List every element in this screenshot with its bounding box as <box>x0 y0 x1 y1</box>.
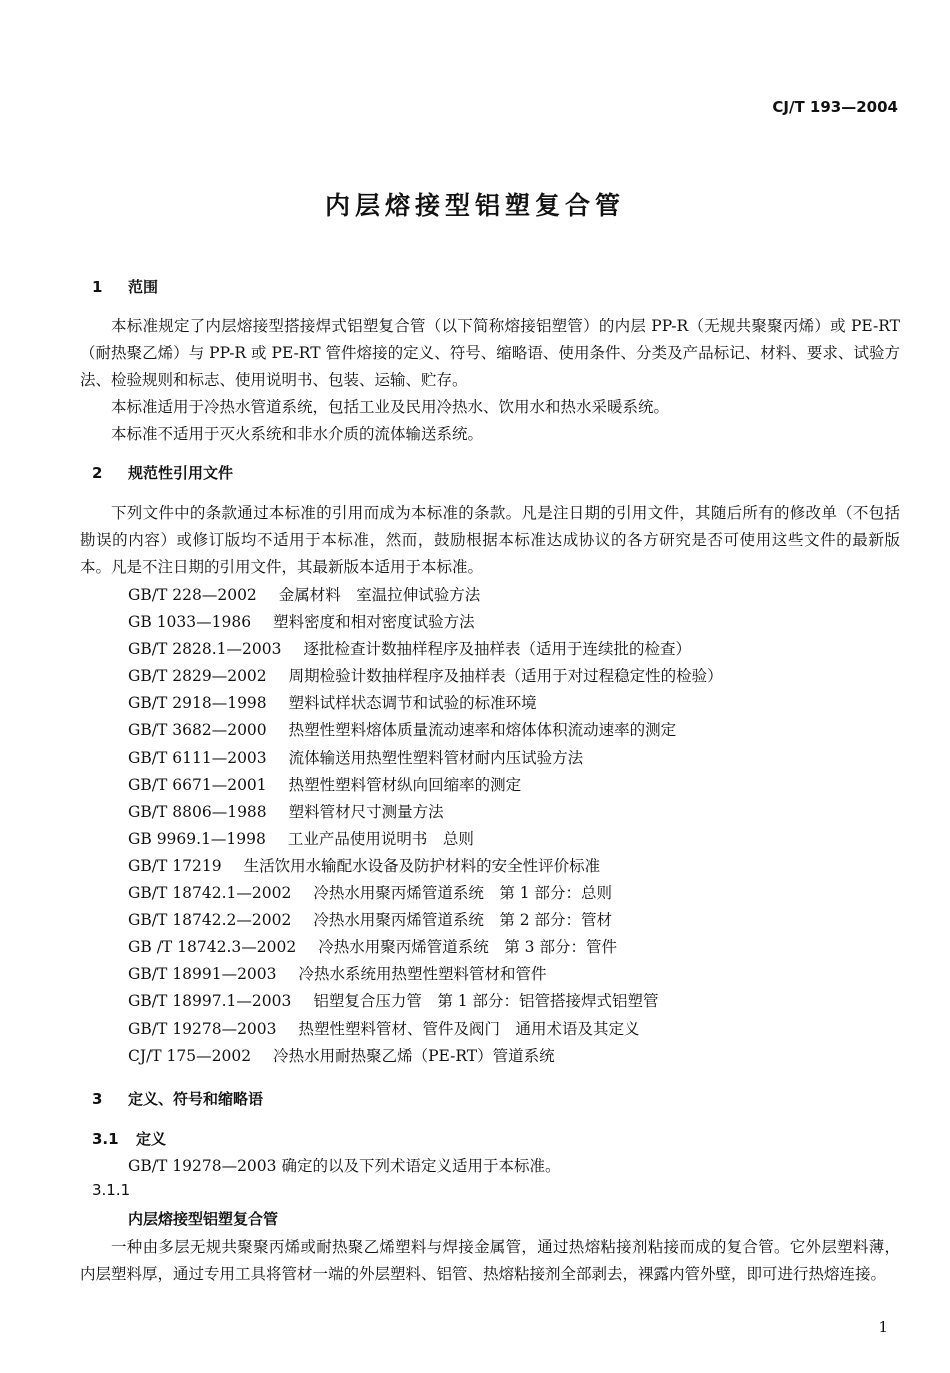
section-title: 规范性引用文件 <box>128 464 234 482</box>
section-number: 3 <box>92 1090 103 1108</box>
reference-item <box>128 853 723 880</box>
references-list <box>128 582 723 1070</box>
references-intro: 下列文件中的条款通过本标准的引用而成为本标准的条款。凡是注日期的引用文件，其随后所有的修改单（不包括勘误的内容）或修订版均不适用于本标准，然而，鼓励根据本标准达成协议的各方研究是否可使用这些文件的最新版本。凡是不注日期的引用文件，其最新版本适用于本标准。 <box>80 504 900 576</box>
reference-title: 塑料密度和相对密度试验方法 <box>273 613 475 632</box>
reference-code: GB/T 2828.1—2003 <box>128 640 282 659</box>
definitions-statement: GB/T 19278—2003 确定的以及下列术语定义适用于本标准。 <box>128 1157 561 1175</box>
reference-item <box>128 582 723 609</box>
reference-code: GB/T 19278—2003 <box>128 1019 277 1038</box>
reference-code: GB/T 8806—1988 <box>128 802 267 821</box>
reference-item <box>128 988 723 1015</box>
section-1-heading <box>92 276 158 297</box>
subsection-number: 3.1 <box>92 1130 119 1148</box>
reference-code: GB/T 2918—1998 <box>128 694 267 713</box>
reference-title: 塑料试样状态调节和试验的标准环境 <box>288 694 537 713</box>
reference-title: 流体输送用热塑性塑料管材耐内压试验方法 <box>288 748 584 767</box>
reference-code: CJ/T 175—2002 <box>128 1046 252 1065</box>
reference-item <box>128 663 723 690</box>
reference-item <box>128 880 723 907</box>
reference-item <box>128 826 723 853</box>
reference-code: GB/T 6671—2001 <box>128 775 267 794</box>
section-3-1-heading <box>92 1128 166 1149</box>
reference-title: 热塑性塑料熔体质量流动速率和熔体体积流动速率的测定 <box>288 721 677 740</box>
reference-item <box>128 636 723 663</box>
reference-code: GB/T 17219 <box>128 856 222 875</box>
reference-title: 冷热水用耐热聚乙烯（PE-RT）管道系统 <box>273 1046 555 1065</box>
reference-code: GB/T 18742.1—2002 <box>128 884 292 903</box>
reference-code: GB/T 3682—2000 <box>128 721 267 740</box>
reference-code: GB 1033—1986 <box>128 613 252 632</box>
section-number: 2 <box>92 464 103 482</box>
section-2-heading <box>92 462 233 483</box>
reference-title: 冷热水用聚丙烯管道系统 第 2 部分：管材 <box>313 911 613 930</box>
reference-item <box>128 717 723 744</box>
reference-code: GB/T 18991—2003 <box>128 965 277 984</box>
reference-code: GB /T 18742.3—2002 <box>128 938 297 957</box>
reference-code: GB 9969.1—1998 <box>128 829 266 848</box>
reference-title: 冷热水用聚丙烯管道系统 第 1 部分：总则 <box>313 884 613 903</box>
section-title: 范围 <box>128 278 159 296</box>
reference-item <box>128 1043 723 1070</box>
reference-title: 热塑性塑料管材纵向回缩率的测定 <box>288 775 522 794</box>
reference-item <box>128 961 723 988</box>
reference-title: 塑料管材尺寸测量方法 <box>288 802 444 821</box>
page-number: 1 <box>878 1318 888 1336</box>
reference-title: 生活饮用水输配水设备及防护材料的安全性评价标准 <box>243 856 601 875</box>
document-title: 内层熔接型铝塑复合管 <box>324 191 625 220</box>
subsection-title: 定义 <box>136 1130 167 1148</box>
reference-item <box>128 934 723 961</box>
reference-title: 逐批检查计数抽样程序及抽样表（适用于连续批的检查） <box>303 640 691 659</box>
reference-item <box>128 690 723 717</box>
reference-title: 冷热水用聚丙烯管道系统 第 3 部分：管件 <box>318 938 617 957</box>
reference-code: GB/T 18997.1—2003 <box>128 992 292 1011</box>
reference-title: 金属材料 室温拉伸试验方法 <box>278 586 481 604</box>
reference-code: GB/T 18742.2—2002 <box>128 911 292 930</box>
reference-item <box>128 1016 723 1043</box>
reference-item <box>128 772 723 799</box>
reference-item <box>128 799 723 826</box>
reference-title: 工业产品使用说明书 总则 <box>287 829 474 848</box>
reference-code: GB/T 2829—2002 <box>128 667 267 686</box>
reference-code: GB/T 6111—2003 <box>128 748 267 767</box>
standard-code: CJ/T 193—2004 <box>772 98 898 116</box>
defined-term: 内层熔接型铝塑复合管 <box>128 1210 279 1228</box>
reference-title: 铝塑复合压力管 第 1 部分：铝管搭接焊式铝塑管 <box>313 992 659 1011</box>
reference-item <box>128 745 723 772</box>
reference-item <box>128 609 723 636</box>
reference-item <box>128 907 723 934</box>
clause-3-1-1-number: 3.1.1 <box>92 1181 131 1199</box>
reference-title: 周期检验计数抽样程序及抽样表（适用于对过程稳定性的检验） <box>288 667 723 686</box>
scope-paragraph-2: 本标准适用于冷热水管道系统，包括工业及民用冷热水、饮用水和热水采暖系统。 <box>111 398 670 416</box>
section-title: 定义、符号和缩略语 <box>128 1090 264 1108</box>
scope-paragraph-1: 本标准规定了内层熔接型搭接焊式铝塑复合管（以下简称熔接铝塑管）的内层 PP-R（无规共聚聚丙烯）或 PE-RT（耐热聚乙烯）与 PP-R 或 PE-RT 管件熔接的定义、符号、缩略语、使用条件、分类及产品标记、材料、要求、试验方法、检验规则和标志、使用说明书、包装、运输、贮存。 <box>80 317 900 389</box>
term-definition: 一种由多层无规共聚聚丙烯或耐热聚乙烯塑料与焊接金属管，通过热熔粘接剂粘接而成的复合管。它外层塑料薄，内层塑料厚，通过专用工具将管材一端的外层塑料、铝管、热熔粘接剂全部剥去，裸露内管外壁，即可进行热熔连接。 <box>80 1238 900 1283</box>
section-number: 1 <box>92 278 103 296</box>
section-3-heading <box>92 1088 263 1109</box>
reference-title: 冷热水系统用热塑性塑料管材和管件 <box>298 965 547 984</box>
reference-code: GB/T 228—2002 <box>128 586 257 604</box>
scope-paragraph-3: 本标准不适用于灭火系统和非水介质的流体输送系统。 <box>111 425 484 443</box>
reference-title: 热塑性塑料管材、管件及阀门 通用术语及其定义 <box>298 1019 640 1038</box>
